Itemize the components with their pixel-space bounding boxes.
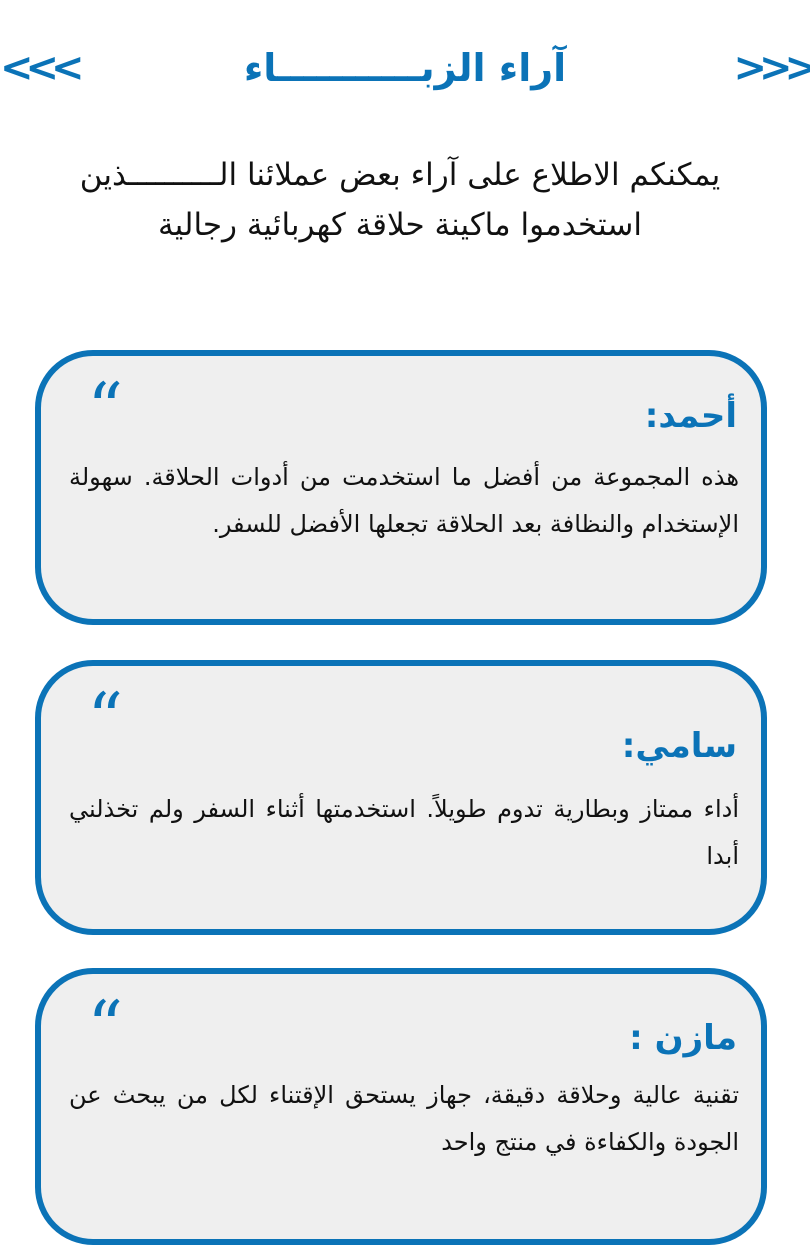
testimonial-card bbox=[35, 968, 767, 1245]
chevrons-left-icon: <<< bbox=[733, 45, 810, 91]
testimonial-text: تقنية عالية وحلاقة دقيقة، جهاز يستحق الإقتناء لكل من يبحث عن الجودة والكفاءة في منتج واحد bbox=[69, 1081, 739, 1156]
testimonial-name: أحمد: bbox=[644, 396, 737, 436]
intro-line-2: استخدموا ماكينة حلاقة كهربائية رجالية bbox=[158, 207, 642, 243]
testimonial-text: أداء ممتاز وبطارية تدوم طويلاً. استخدمتها أثناء السفر ولم تخذلني أبدا bbox=[69, 795, 739, 870]
testimonial-text: هذه المجموعة من أفضل ما استخدمت من أدوات الحلاقة. سهولة الإستخدام والنظافة بعد الحلاقة تجعلها الأفضل للسفر. bbox=[69, 463, 739, 538]
testimonial-card bbox=[35, 660, 767, 935]
page-title: آراء الزبـــــــــــاء bbox=[243, 46, 567, 90]
testimonial-name: مازن : bbox=[629, 1018, 737, 1058]
quote-icon: “ bbox=[87, 986, 123, 1068]
quote-icon: “ bbox=[87, 678, 123, 760]
intro-line-1: يمكنكم الاطلاع على آراء بعض عملائنا الــــــــــذين bbox=[79, 157, 721, 193]
intro-text bbox=[45, 150, 755, 250]
testimonial-card bbox=[35, 350, 767, 625]
testimonial-name: سامي: bbox=[621, 726, 737, 766]
page-header bbox=[0, 40, 810, 100]
chevrons-right-icon: >>> bbox=[0, 45, 77, 91]
quote-icon: “ bbox=[87, 368, 123, 450]
